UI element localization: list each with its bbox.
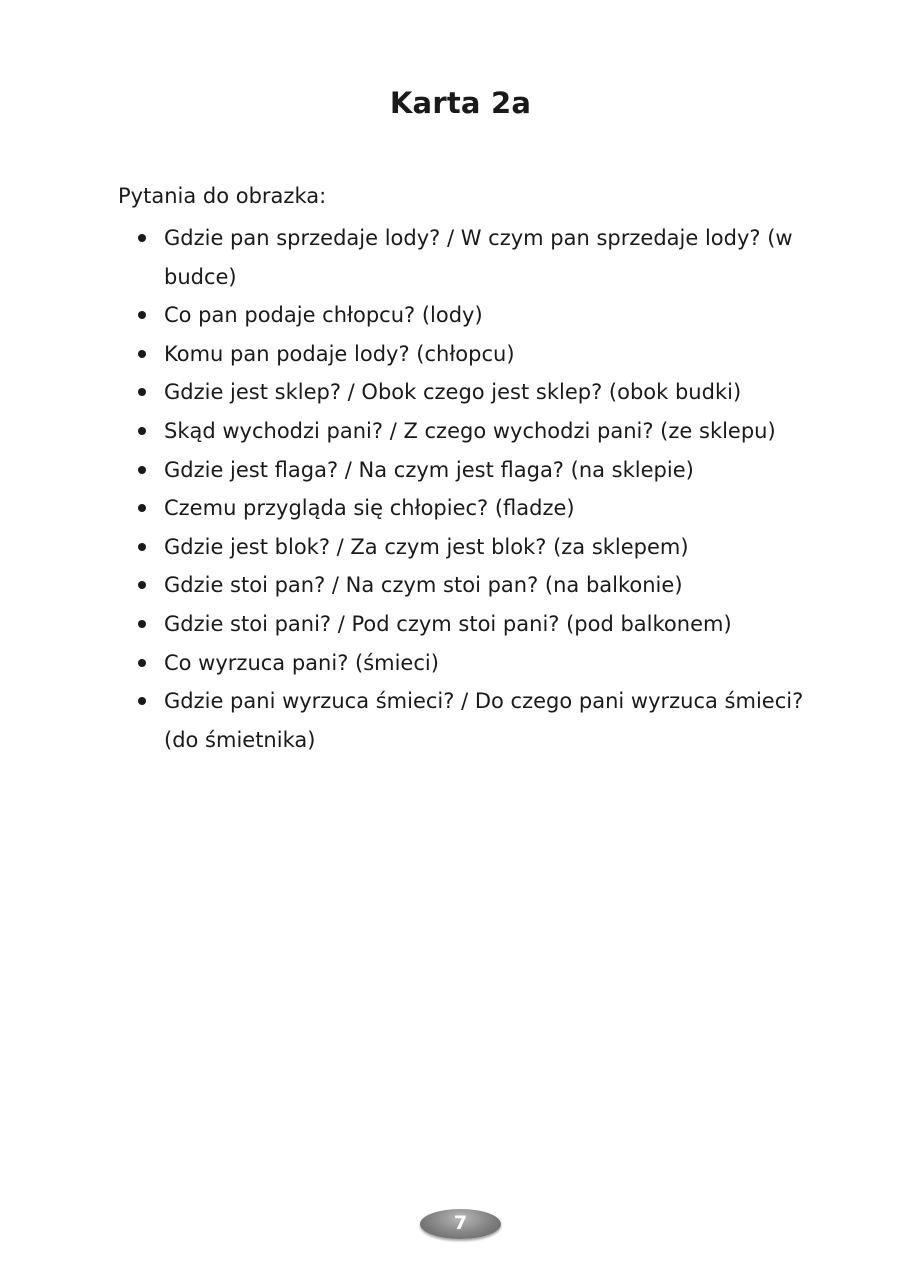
question-text: Gdzie pani wyrzuca śmieci? / Do czego pani wyrzuca śmieci? (do śmietnika) xyxy=(164,689,804,752)
list-item xyxy=(134,219,844,296)
question-text: Gdzie jest sklep? / Obok czego jest sklep? (obok budki) xyxy=(164,380,742,405)
list-item xyxy=(134,412,844,451)
bullet-icon xyxy=(138,466,146,474)
question-text: Czemu przygląda się chłopiec? (fladze) xyxy=(164,496,575,521)
list-item xyxy=(134,605,844,644)
page-number: 7 xyxy=(453,1212,468,1234)
question-text: Gdzie stoi pan? / Na czym stoi pan? (na balkonie) xyxy=(164,573,683,598)
question-text: Gdzie pan sprzedaje lody? / W czym pan sprzedaje lody? (w budce) xyxy=(164,226,793,289)
list-item xyxy=(134,528,844,567)
list-item xyxy=(134,489,844,528)
list-item xyxy=(134,644,844,683)
question-text: Skąd wychodzi pani? / Z czego wychodzi pani? (ze sklepu) xyxy=(164,418,776,443)
list-item xyxy=(134,451,844,490)
bullet-icon xyxy=(138,543,146,551)
question-text: Co wyrzuca pani? (śmieci) xyxy=(164,650,439,675)
list-item xyxy=(134,296,844,335)
bullet-icon xyxy=(138,311,146,319)
page-title: Karta 2a xyxy=(389,86,532,120)
bullet-icon xyxy=(138,620,146,628)
questions-list xyxy=(134,219,844,759)
list-item xyxy=(134,373,844,412)
bullet-icon xyxy=(138,427,146,435)
question-text: Komu pan podaje lody? (chłopcu) xyxy=(164,341,515,366)
bullet-icon xyxy=(138,504,146,512)
intro-text: Pytania do obrazka: xyxy=(118,184,327,208)
list-item xyxy=(134,682,844,759)
bullet-icon xyxy=(138,697,146,705)
question-text: Gdzie stoi pani? / Pod czym stoi pani? (pod balkonem) xyxy=(164,611,732,636)
question-text: Co pan podaje chłopcu? (lody) xyxy=(164,303,483,328)
bullet-icon xyxy=(138,350,146,358)
bullet-icon xyxy=(138,659,146,667)
bullet-icon xyxy=(138,581,146,589)
question-text: Gdzie jest flaga? / Na czym jest flaga? (na sklepie) xyxy=(164,457,694,482)
bullet-icon xyxy=(138,234,146,242)
bullet-icon xyxy=(138,388,146,396)
question-text: Gdzie jest blok? / Za czym jest blok? (za sklepem) xyxy=(164,534,689,559)
list-item xyxy=(134,566,844,605)
page-number-badge xyxy=(420,1209,501,1239)
list-item xyxy=(134,335,844,374)
